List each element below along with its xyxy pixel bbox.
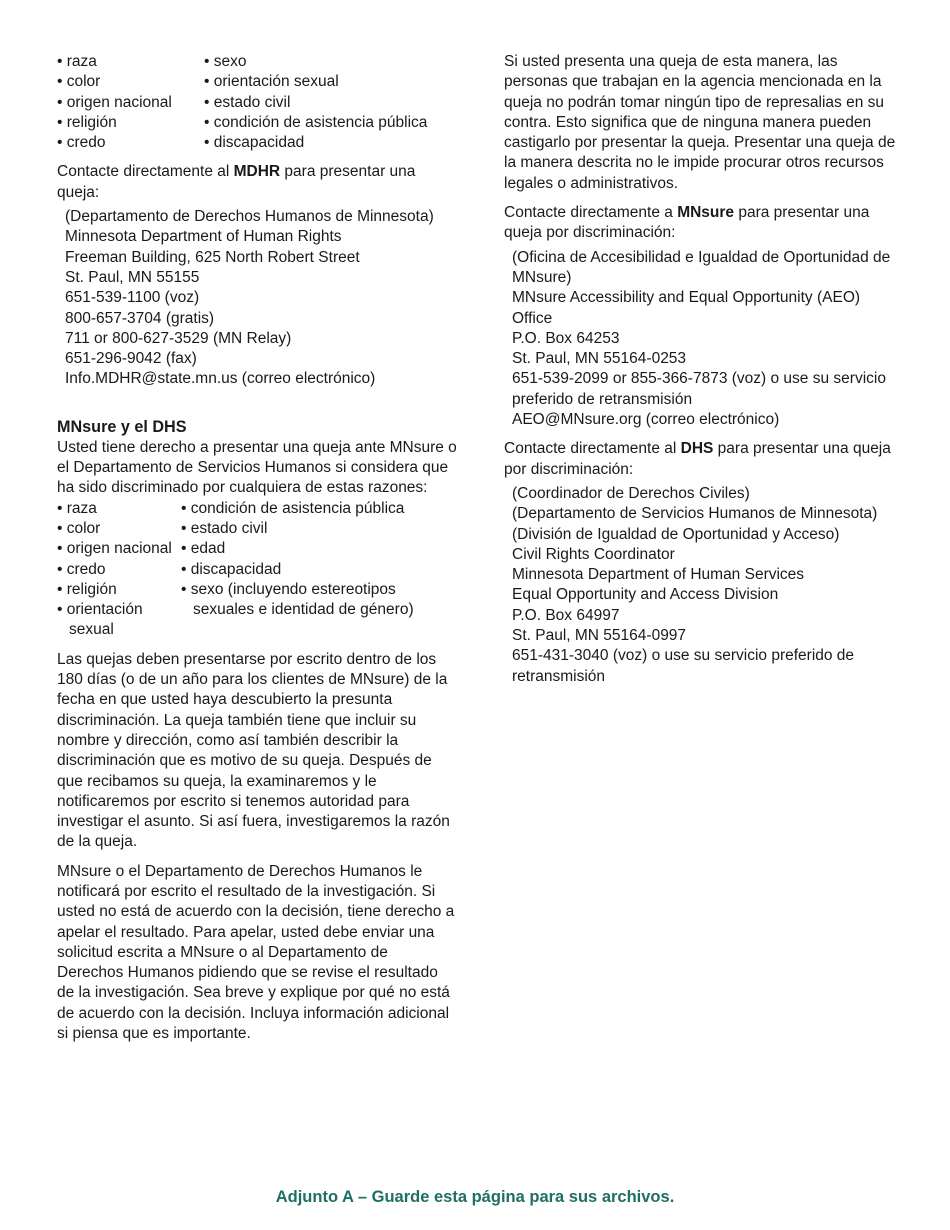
address-line: (Departamento de Servicios Humanos de Minnesota) bbox=[512, 505, 878, 523]
address-line: St. Paul, MN 55164-0253 bbox=[512, 350, 687, 368]
list-item: • credo bbox=[57, 133, 204, 153]
address-line: (Departamento de Derechos Humanos de Minnesota) bbox=[65, 208, 434, 226]
list-item: • orientación sexual bbox=[57, 600, 181, 641]
address-line: Freeman Building, 625 North Robert Street bbox=[65, 248, 360, 266]
list-item: • orientación sexual bbox=[204, 72, 427, 92]
list-item: • religión bbox=[57, 113, 204, 133]
list-item: • condición de asistencia pública bbox=[204, 113, 427, 133]
address-line[interactable]: AEO@MNsure.org (correo electrónico) bbox=[512, 411, 780, 429]
list-item: • estado civil bbox=[204, 93, 427, 113]
list-item: • raza bbox=[57, 52, 204, 72]
list-item: • sexo (incluyendo estereotipos sexuales e identidad de género) bbox=[181, 580, 457, 621]
section-heading-mnsure-dhs: MNsure y el DHS bbox=[57, 417, 187, 436]
list-item: • color bbox=[57, 519, 181, 539]
address-line: St. Paul, MN 55155 bbox=[65, 268, 200, 286]
address-line: Civil Rights Coordinator bbox=[512, 545, 675, 563]
list-item: • condición de asistencia pública bbox=[181, 499, 457, 519]
dhs-address bbox=[504, 484, 896, 687]
list-item: • origen nacional bbox=[57, 93, 204, 113]
complaint-paragraph: Las quejas deben presentarse por escrito dentro de los 180 días (o de un año para los clientes de MNsure) de la fecha en que usted haya descubierto la presunta discriminación. La queja también tiene que incluir su nombre y dirección, como así también describir la discriminación que es motivo de su queja. Después de que recibamos su queja, la examinaremos y le notificaremos por escrito si tenemos autoridad para investigar el asunto. Si así fuera, investigaremos la razón de la queja. bbox=[57, 650, 450, 851]
address-line: 651-431-3040 (voz) o use su servicio preferido de retransmisión bbox=[512, 647, 855, 685]
address-line: (Coordinador de Derechos Civiles) bbox=[512, 484, 750, 502]
address-line: P.O. Box 64253 bbox=[512, 329, 620, 347]
right-column bbox=[504, 52, 896, 687]
dhs-intro: Usted tiene derecho a presentar una queja ante MNsure o el Departamento de Servicios Humanos si considera que ha sido discriminado por cualquiera de estas razones: bbox=[57, 438, 457, 497]
dhs-bases-list bbox=[57, 499, 457, 641]
left-column bbox=[57, 52, 457, 1044]
address-line: 711 or 800-627-3529 (MN Relay) bbox=[65, 329, 292, 347]
address-line: Minnesota Department of Human Services bbox=[512, 566, 805, 584]
list-item: • discapacidad bbox=[204, 133, 427, 153]
list-item: • raza bbox=[57, 499, 181, 519]
list-item: • edad bbox=[181, 539, 457, 559]
list-item: • credo bbox=[57, 560, 181, 580]
list-item: • sexo bbox=[204, 52, 427, 72]
dhs-contact-intro: Contacte directamente al DHS para presentar una queja por discriminación: bbox=[504, 440, 891, 478]
appeal-paragraph: MNsure o el Departamento de Derechos Humanos le notificará por escrito el resultado de la investigación. Si usted no está de acuerdo con la decisión, tiene derecho a apelar el resultado. Para apelar, usted debe enviar una solicitud escrita a MNsure o al Departamento de Derechos Humanos pidiendo que se revise el resultado de la investigación. Sea breve y explique por qué no está de acuerdo con la decisión. Incluya información adicional si piensa que es importante. bbox=[57, 862, 455, 1043]
address-line: Minnesota Department of Human Rights bbox=[65, 228, 342, 246]
address-line: 651-539-2099 or 855-366-7873 (voz) o use su servicio preferido de retransmisión bbox=[512, 370, 886, 408]
mdhr-contact-intro: Contacte directamente al MDHR para presentar una queja: bbox=[57, 163, 416, 201]
address-line: (División de Igualdad de Oportunidad y Acceso) bbox=[512, 525, 840, 543]
address-line: Equal Opportunity and Access Division bbox=[512, 586, 779, 604]
address-line: (Oficina de Accesibilidad e Igualdad de Oportunidad de MNsure) bbox=[512, 248, 891, 286]
address-line: MNsure Accessibility and Equal Opportunity (AEO) Office bbox=[512, 289, 861, 327]
address-line: P.O. Box 64997 bbox=[512, 606, 620, 624]
list-item: • discapacidad bbox=[181, 560, 457, 580]
address-line: 651-296-9042 (fax) bbox=[65, 350, 197, 368]
mnsure-address bbox=[504, 248, 896, 431]
mdhr-address bbox=[57, 207, 457, 390]
list-item: • origen nacional bbox=[57, 539, 181, 559]
retaliation-paragraph: Si usted presenta una queja de esta manera, las personas que trabajan en la agencia mencionada en la queja no podrán tomar ningún tipo de represalias en su contra. Esto significa que de ninguna manera pueden castigarlo por presentar la queja. Presentar una queja de la manera descrita no le impide procurar otros recursos legales o administrativos. bbox=[504, 53, 896, 192]
address-line[interactable]: Info.MDHR@state.mn.us (correo electrónico) bbox=[65, 370, 376, 388]
list-item: • color bbox=[57, 72, 204, 92]
mnsure-contact-intro: Contacte directamente a MNsure para presentar una queja por discriminación: bbox=[504, 204, 870, 242]
address-line: 800-657-3704 (gratis) bbox=[65, 309, 215, 327]
list-item: • religión bbox=[57, 580, 181, 600]
mdhr-bases-list bbox=[57, 52, 457, 153]
list-item: • estado civil bbox=[181, 519, 457, 539]
address-line: St. Paul, MN 55164-0997 bbox=[512, 627, 687, 645]
address-line: 651-539-1100 (voz) bbox=[65, 289, 200, 307]
footer-note: Adjunto A – Guarde esta página para sus archivos. bbox=[275, 1188, 675, 1206]
